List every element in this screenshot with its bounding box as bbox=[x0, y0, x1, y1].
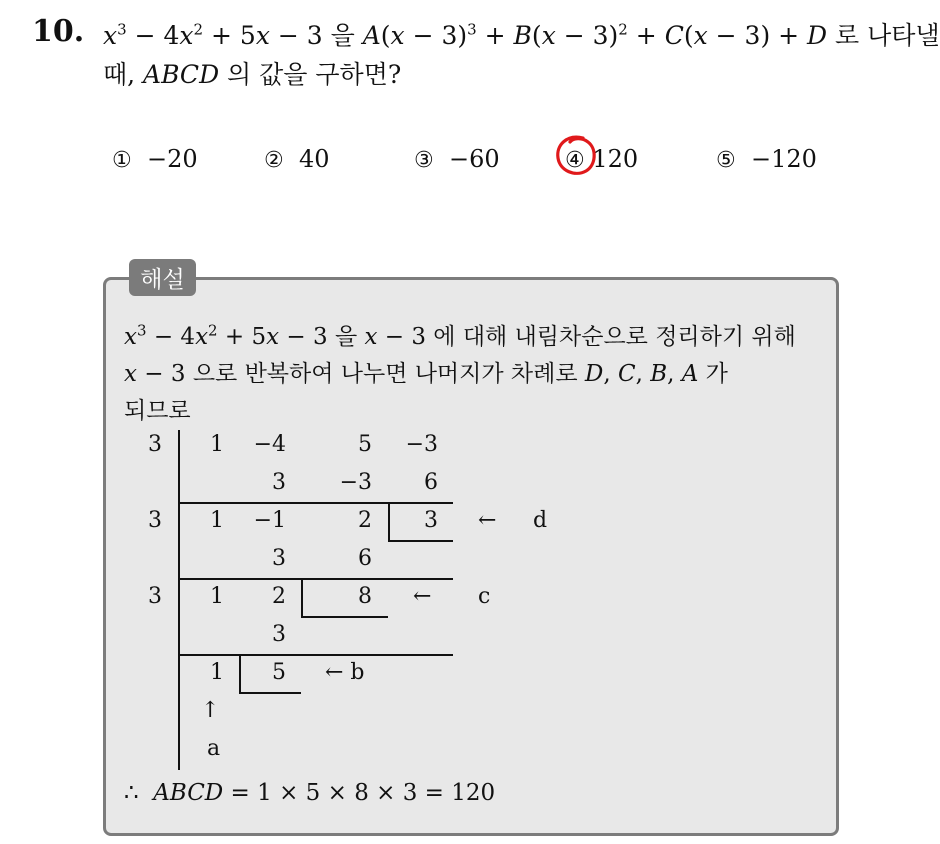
choice-3-value: −60 bbox=[449, 145, 500, 173]
solution-line2: x − 3 으로 반복하여 나누면 나머지가 차례로 D, C, B, A 가 bbox=[124, 361, 728, 387]
choice-1-value: −20 bbox=[147, 145, 198, 173]
choice-5[interactable] bbox=[716, 145, 817, 173]
remainder-box-d-h bbox=[388, 540, 453, 542]
cell-r7c2: 5 bbox=[272, 660, 286, 685]
cell-r3c2: −1 bbox=[253, 508, 286, 533]
remainder-box-b-h bbox=[239, 692, 301, 694]
cell-r1c3: 5 bbox=[358, 432, 372, 457]
division-line-3 bbox=[178, 654, 453, 656]
arrow-d: ← bbox=[478, 508, 497, 533]
cell-r5c2: 2 bbox=[272, 584, 286, 609]
remainder-box-d-v bbox=[388, 502, 390, 542]
cell-r2c2: 3 bbox=[272, 470, 286, 495]
solution-line3: 되므로 bbox=[124, 398, 191, 424]
choice-2-value: 40 bbox=[299, 145, 330, 173]
division-vertical-line bbox=[178, 430, 180, 770]
division-line-1 bbox=[178, 502, 453, 504]
arrow-c: ← bbox=[413, 584, 432, 609]
divisor-1: 3 bbox=[148, 432, 162, 457]
choice-1-mark: ① bbox=[112, 148, 132, 173]
solution-line1: $x^3 - 4x^2 + 5x - 3$ 을 x − 3 에 대해 내림차순으로 정리하기 위해 bbox=[124, 321, 796, 350]
divisor-3: 3 bbox=[148, 584, 162, 609]
choice-3-mark: ③ bbox=[414, 148, 434, 173]
cell-r7c1: 1 bbox=[210, 660, 224, 685]
choice-3[interactable] bbox=[414, 145, 500, 173]
solution-conclusion: ∴ ABCD = 1 × 5 × 8 × 3 = 120 bbox=[124, 780, 496, 806]
answer-circle-mark bbox=[553, 133, 599, 179]
cell-r4c2: 3 bbox=[272, 546, 286, 571]
cell-r2c3: −3 bbox=[339, 470, 372, 495]
choice-5-value: −120 bbox=[751, 145, 817, 173]
question-text-line1: $x^3 - 4x^2 + 5x - 3$ 을 $A(x - 3)^3 + B(x - 3)^2 + C(x - 3) + D$ 로 나타낼 bbox=[103, 20, 940, 50]
cell-r5c3: 8 bbox=[358, 584, 372, 609]
cell-r2c4: 6 bbox=[424, 470, 438, 495]
cell-r1c4: −3 bbox=[405, 432, 438, 457]
label-b: ← b bbox=[325, 660, 365, 685]
cell-r3c4: 3 bbox=[424, 508, 438, 533]
remainder-box-c-h bbox=[301, 616, 388, 618]
question-text-line2: 때, ABCD 의 값을 구하면? bbox=[103, 60, 402, 89]
remainder-box-c-v bbox=[301, 578, 303, 618]
choice-5-mark: ⑤ bbox=[716, 148, 736, 173]
cell-r6c2: 3 bbox=[272, 622, 286, 647]
cell-r4c3: 6 bbox=[358, 546, 372, 571]
cell-r1c2: −4 bbox=[253, 432, 286, 457]
label-c: c bbox=[478, 584, 491, 609]
choice-1[interactable] bbox=[112, 145, 198, 173]
arrow-a: ↑ bbox=[201, 698, 220, 723]
solution-tag: 해설 bbox=[129, 259, 196, 296]
question-number: 10. bbox=[32, 14, 85, 49]
remainder-box-b-v bbox=[239, 654, 241, 694]
choice-4-value: 120 bbox=[592, 145, 639, 173]
cell-r3c3: 2 bbox=[358, 508, 372, 533]
choice-2-mark: ② bbox=[264, 148, 284, 173]
choice-2[interactable] bbox=[264, 145, 330, 173]
label-d: d bbox=[533, 508, 548, 533]
choice-4-mark: ④ bbox=[565, 148, 585, 173]
division-line-2 bbox=[178, 578, 453, 580]
divisor-2: 3 bbox=[148, 508, 162, 533]
cell-r5c1: 1 bbox=[210, 584, 224, 609]
label-a: a bbox=[207, 736, 221, 761]
cell-r1c1: 1 bbox=[210, 432, 224, 457]
cell-r3c1: 1 bbox=[210, 508, 224, 533]
